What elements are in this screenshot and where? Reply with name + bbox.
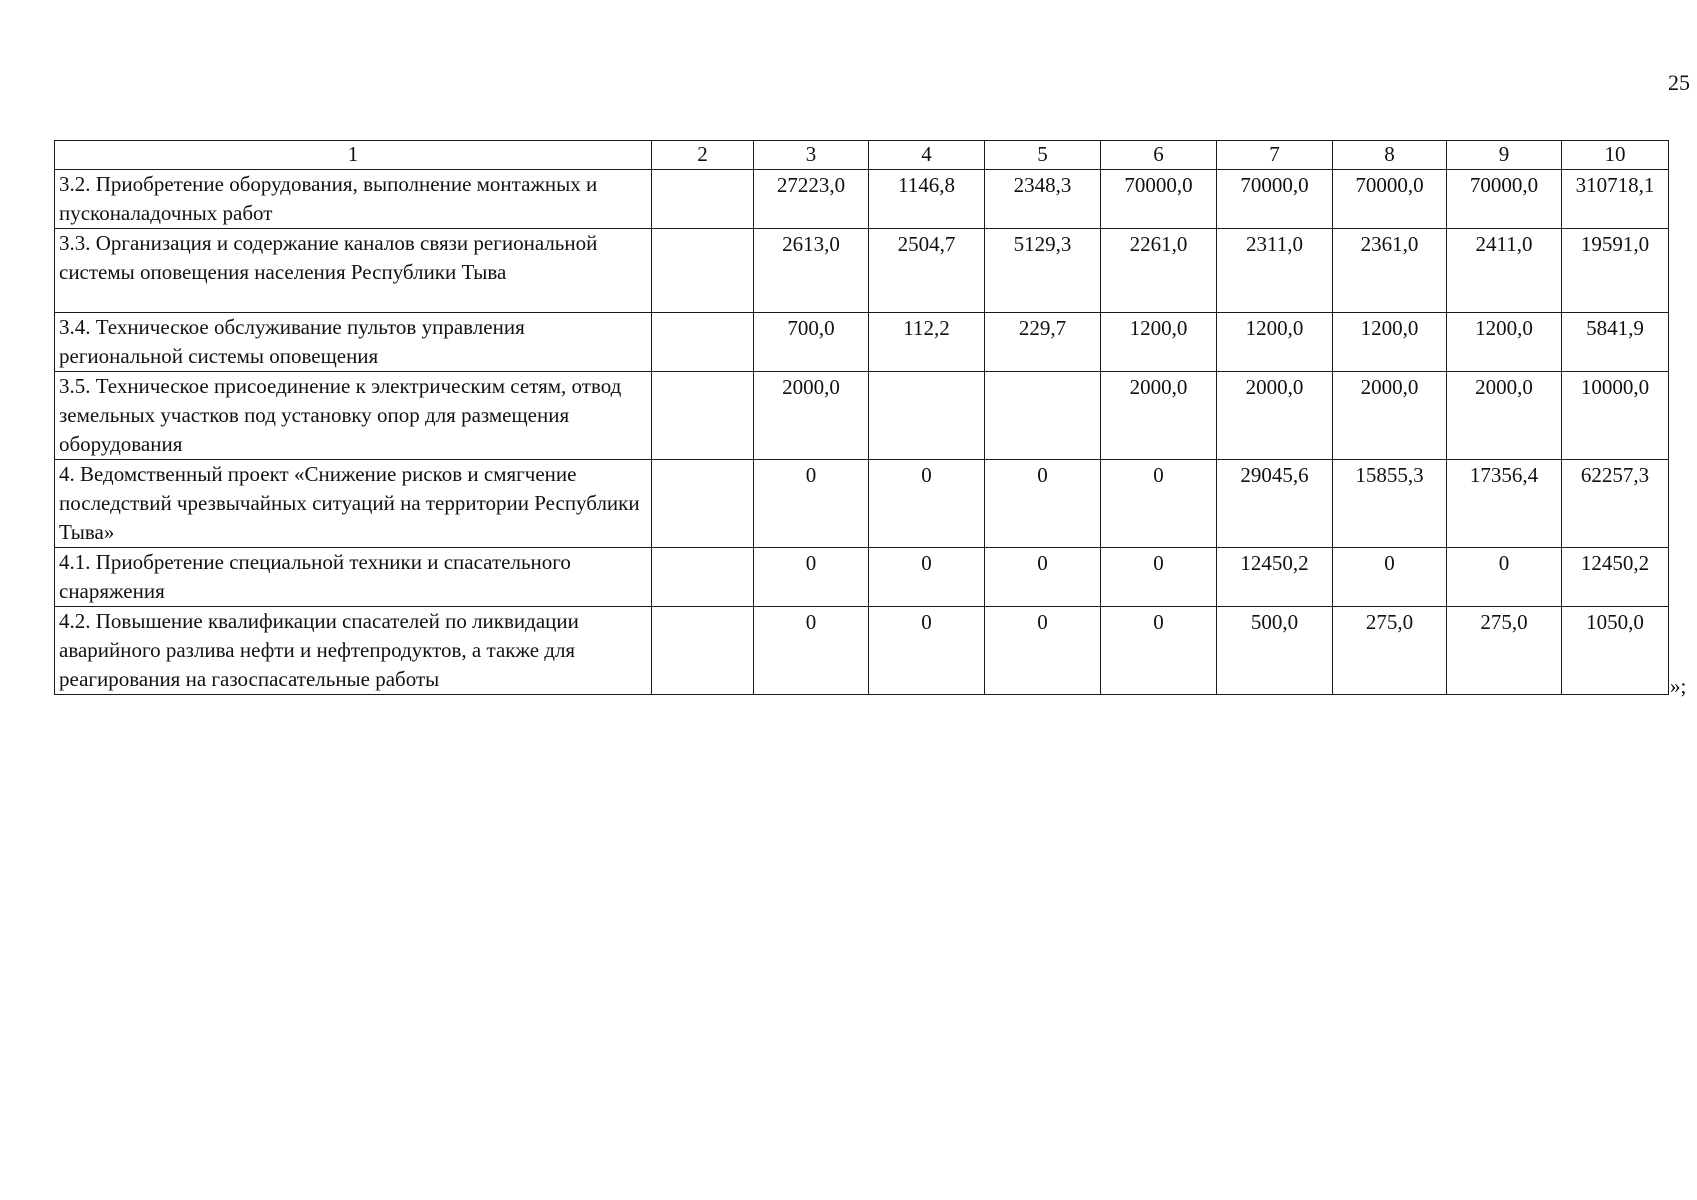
value-cell-col-9: 17356,4 xyxy=(1447,460,1562,548)
column-2-cell xyxy=(652,372,754,460)
budget-table xyxy=(54,140,1669,695)
value-cell-col-3: 2613,0 xyxy=(754,229,869,313)
value-cell-col-4 xyxy=(869,372,985,460)
value-cell-col-10: 12450,2 xyxy=(1562,548,1669,607)
value-cell-col-5 xyxy=(985,372,1101,460)
value-cell-col-6: 0 xyxy=(1101,548,1217,607)
value-cell-col-7: 12450,2 xyxy=(1217,548,1333,607)
header-cell-6: 6 xyxy=(1101,141,1217,170)
value-cell-col-4: 0 xyxy=(869,607,985,695)
closing-quote-mark: »; xyxy=(1670,674,1687,698)
value-cell-col-8: 275,0 xyxy=(1333,607,1447,695)
value-cell-col-10: 5841,9 xyxy=(1562,313,1669,372)
value-cell-col-5: 5129,3 xyxy=(985,229,1101,313)
row-name-cell: 4.2. Повышение квалификации спасателей по ликвидации аварийного разлива нефти и нефтепродуктов, а также для реагирования на газоспасательные работы xyxy=(55,607,652,695)
value-cell-col-7: 29045,6 xyxy=(1217,460,1333,548)
value-cell-col-4: 1146,8 xyxy=(869,170,985,229)
value-cell-col-7: 2000,0 xyxy=(1217,372,1333,460)
column-2-cell xyxy=(652,313,754,372)
row-name-cell: 4. Ведомственный проект «Снижение рисков и смягчение последствий чрезвычайных ситуаций на территории Республики Тыва» xyxy=(55,460,652,548)
value-cell-col-9: 275,0 xyxy=(1447,607,1562,695)
row-name-cell: 4.1. Приобретение специальной техники и спасательного снаряжения xyxy=(55,548,652,607)
value-cell-col-5: 0 xyxy=(985,548,1101,607)
value-cell-col-6: 0 xyxy=(1101,607,1217,695)
column-2-cell xyxy=(652,548,754,607)
value-cell-col-10: 10000,0 xyxy=(1562,372,1669,460)
row-name-cell: 3.5. Техническое присоединение к электрическим сетям, отвод земельных участков под установку опор для размещения оборудования xyxy=(55,372,652,460)
value-cell-col-3: 0 xyxy=(754,607,869,695)
header-cell-2: 2 xyxy=(652,141,754,170)
table-body xyxy=(55,141,1669,695)
header-cell-5: 5 xyxy=(985,141,1101,170)
value-cell-col-8: 15855,3 xyxy=(1333,460,1447,548)
value-cell-col-7: 70000,0 xyxy=(1217,170,1333,229)
header-cell-10: 10 xyxy=(1562,141,1669,170)
table-row xyxy=(55,170,1669,229)
value-cell-col-6: 70000,0 xyxy=(1101,170,1217,229)
header-cell-8: 8 xyxy=(1333,141,1447,170)
value-cell-col-7: 500,0 xyxy=(1217,607,1333,695)
table-row xyxy=(55,229,1669,313)
value-cell-col-4: 2504,7 xyxy=(869,229,985,313)
column-2-cell xyxy=(652,607,754,695)
value-cell-col-6: 2261,0 xyxy=(1101,229,1217,313)
table-row xyxy=(55,313,1669,372)
value-cell-col-8: 0 xyxy=(1333,548,1447,607)
value-cell-col-4: 0 xyxy=(869,460,985,548)
page-number: 25 xyxy=(1668,70,1690,95)
table-row xyxy=(55,372,1669,460)
row-name-cell: 3.4. Техническое обслуживание пультов управления региональной системы оповещения xyxy=(55,313,652,372)
table-header-row xyxy=(55,141,1669,170)
value-cell-col-8: 2361,0 xyxy=(1333,229,1447,313)
value-cell-col-7: 1200,0 xyxy=(1217,313,1333,372)
value-cell-col-9: 2411,0 xyxy=(1447,229,1562,313)
value-cell-col-3: 700,0 xyxy=(754,313,869,372)
value-cell-col-3: 0 xyxy=(754,548,869,607)
value-cell-col-5: 229,7 xyxy=(985,313,1101,372)
value-cell-col-6: 0 xyxy=(1101,460,1217,548)
value-cell-col-3: 27223,0 xyxy=(754,170,869,229)
table-row xyxy=(55,460,1669,548)
column-2-cell xyxy=(652,229,754,313)
column-2-cell xyxy=(652,170,754,229)
value-cell-col-10: 19591,0 xyxy=(1562,229,1669,313)
value-cell-col-7: 2311,0 xyxy=(1217,229,1333,313)
value-cell-col-9: 1200,0 xyxy=(1447,313,1562,372)
table-row xyxy=(55,548,1669,607)
value-cell-col-10: 1050,0 xyxy=(1562,607,1669,695)
value-cell-col-3: 0 xyxy=(754,460,869,548)
value-cell-col-4: 0 xyxy=(869,548,985,607)
value-cell-col-8: 2000,0 xyxy=(1333,372,1447,460)
header-cell-9: 9 xyxy=(1447,141,1562,170)
header-cell-3: 3 xyxy=(754,141,869,170)
value-cell-col-9: 70000,0 xyxy=(1447,170,1562,229)
value-cell-col-3: 2000,0 xyxy=(754,372,869,460)
table-row xyxy=(55,607,1669,695)
header-cell-4: 4 xyxy=(869,141,985,170)
value-cell-col-4: 112,2 xyxy=(869,313,985,372)
value-cell-col-6: 1200,0 xyxy=(1101,313,1217,372)
value-cell-col-9: 2000,0 xyxy=(1447,372,1562,460)
header-cell-7: 7 xyxy=(1217,141,1333,170)
value-cell-col-5: 0 xyxy=(985,460,1101,548)
value-cell-col-9: 0 xyxy=(1447,548,1562,607)
row-name-cell: 3.2. Приобретение оборудования, выполнение монтажных и пусконаладочных работ xyxy=(55,170,652,229)
value-cell-col-8: 1200,0 xyxy=(1333,313,1447,372)
value-cell-col-6: 2000,0 xyxy=(1101,372,1217,460)
column-2-cell xyxy=(652,460,754,548)
value-cell-col-5: 2348,3 xyxy=(985,170,1101,229)
header-cell-1: 1 xyxy=(55,141,652,170)
value-cell-col-10: 62257,3 xyxy=(1562,460,1669,548)
row-name-cell: 3.3. Организация и содержание каналов связи региональной системы оповещения населения Республики Тыва xyxy=(55,229,652,313)
value-cell-col-10: 310718,1 xyxy=(1562,170,1669,229)
value-cell-col-5: 0 xyxy=(985,607,1101,695)
value-cell-col-8: 70000,0 xyxy=(1333,170,1447,229)
